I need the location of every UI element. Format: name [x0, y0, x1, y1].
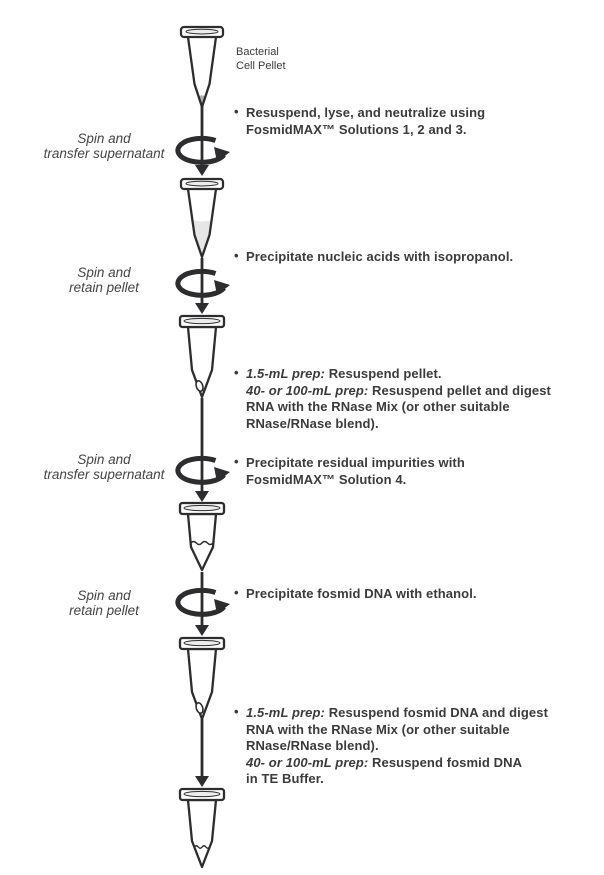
- text-segment: Precipitate fosmid DNA with ethanol.: [246, 586, 477, 601]
- text-segment: RNA with the RNase Mix (or other suitable: [246, 399, 510, 414]
- microcentrifuge-tube-icon: [174, 176, 230, 260]
- step-line: [246, 738, 598, 755]
- spin-label-retain-1: [16, 265, 192, 295]
- step-annotation-5: [234, 586, 598, 603]
- spin-label-line: retain pellet: [69, 603, 139, 618]
- step-text: [246, 366, 598, 432]
- text-segment: Resuspend, lyse, and neutralize using: [246, 105, 486, 120]
- step-annotation-4: [234, 455, 598, 488]
- step-line: [246, 771, 598, 788]
- spin-label-transfer-2: [16, 452, 192, 482]
- microcentrifuge-tube-icon: [172, 501, 232, 573]
- step-line: [246, 105, 598, 122]
- text-segment: Resuspend pellet.: [324, 366, 442, 381]
- step-line: [246, 586, 598, 603]
- step-line: [246, 755, 598, 772]
- spin-label-transfer-1: [16, 131, 192, 161]
- step-line: [246, 705, 598, 722]
- step-line: [246, 722, 598, 739]
- bullet-icon: •: [234, 454, 239, 469]
- step-text: [246, 455, 598, 488]
- text-segment: RNA with the RNase Mix (or other suitable: [246, 721, 510, 737]
- tube-supernatant: [174, 176, 230, 260]
- text-segment: 1.5-mL prep:: [246, 705, 325, 720]
- flow-connector-5: [162, 719, 242, 787]
- step-line: [246, 122, 598, 139]
- text-segment: RNase/RNase blend).: [246, 415, 379, 431]
- tube-solution: [172, 501, 232, 573]
- text-segment: Precipitate residual impurities with: [246, 455, 465, 470]
- step-annotation-1: [234, 105, 598, 138]
- down-arrow-icon: [162, 719, 242, 787]
- text-segment: Precipitate nucleic acids with isopropanol.: [246, 249, 514, 264]
- step-text: [246, 105, 598, 138]
- tube-bacterial-pellet: [174, 24, 230, 110]
- text-segment: RNase/RNase blend).: [246, 738, 379, 753]
- text-segment: Resuspend fosmid DNA and digest: [324, 705, 549, 720]
- step-annotation-6: [234, 705, 598, 788]
- step-line: [246, 383, 598, 400]
- text-segment: FosmidMAX™ Solutions 1, 2 and 3.: [246, 121, 467, 137]
- tube-caption-line: Bacterial: [236, 46, 279, 58]
- step-line: [246, 472, 598, 489]
- step-text: [246, 249, 598, 266]
- spin-label-line: transfer supernatant: [43, 467, 165, 482]
- microcentrifuge-tube-icon: [172, 787, 232, 869]
- flow-connector-3: [162, 398, 242, 502]
- bullet-icon: •: [234, 248, 239, 263]
- down-arrow-icon: [162, 398, 242, 502]
- text-segment: Resuspend fosmid DNA: [368, 754, 523, 770]
- step-line: [246, 366, 598, 383]
- bullet-icon: •: [234, 704, 239, 719]
- step-line: [246, 399, 598, 416]
- text-segment: 1.5-mL prep:: [246, 366, 325, 381]
- spin-label-line: Spin and: [77, 131, 131, 146]
- text-segment: Resuspend pellet and digest: [368, 382, 551, 398]
- step-line: [246, 455, 598, 472]
- tube-final-dna: [172, 787, 232, 869]
- spin-label-line: retain pellet: [69, 280, 139, 295]
- spin-label-line: Spin and: [77, 265, 131, 280]
- spin-label-line: Spin and: [77, 452, 131, 467]
- spin-label-line: Spin and: [77, 588, 131, 603]
- tube-caption: [236, 46, 286, 73]
- spin-label-line: transfer supernatant: [43, 146, 165, 161]
- bullet-icon: •: [234, 585, 239, 600]
- text-segment: 40- or 100-mL prep:: [246, 382, 369, 398]
- step-annotation-3: [234, 366, 598, 432]
- step-text: [246, 705, 598, 788]
- bullet-icon: •: [234, 365, 239, 380]
- text-segment: in TE Buffer.: [246, 771, 324, 786]
- step-annotation-2: [234, 249, 598, 266]
- spin-label-retain-2: [16, 588, 192, 618]
- microcentrifuge-tube-icon: [172, 636, 232, 722]
- tube-pellet-2: [172, 636, 232, 722]
- microcentrifuge-tube-icon: [172, 314, 232, 400]
- text-segment: FosmidMAX™ Solution 4.: [246, 471, 407, 487]
- step-line: [246, 416, 598, 433]
- tube-pellet-1: [172, 314, 232, 400]
- step-line: [246, 249, 598, 266]
- tube-caption-line: Cell Pellet: [236, 59, 286, 72]
- step-text: [246, 586, 598, 603]
- microcentrifuge-tube-icon: [174, 24, 230, 110]
- bullet-icon: •: [234, 104, 239, 119]
- text-segment: 40- or 100-mL prep:: [246, 754, 369, 770]
